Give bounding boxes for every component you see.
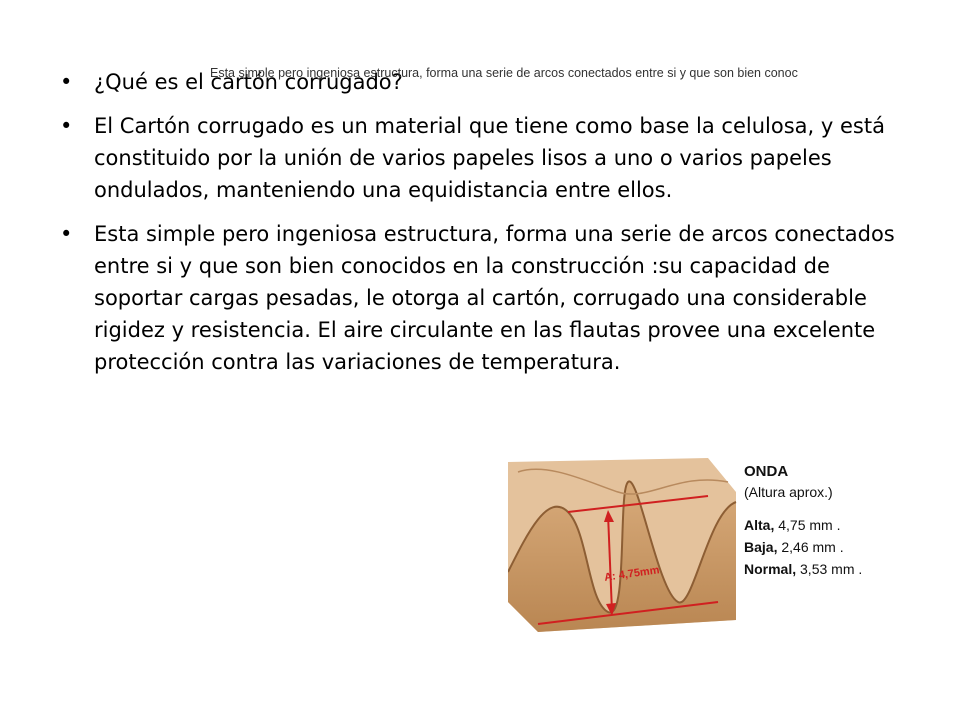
corrugated-wave-illustration <box>508 452 738 636</box>
bullet-text: ¿Qué es el cartón corrugado? <box>94 70 403 94</box>
bullet-marker: • <box>60 70 73 94</box>
bullet-item <box>60 218 910 378</box>
legend-subtitle: (Altura aprox.) <box>744 484 833 500</box>
bullet-text: Esta simple pero ingeniosa estructura, forma una serie de arcos conectados entre si y que son bien conocidos en la construcción :su capacidad de soportar cargas pesadas, le otorga al cartón, corrugado una considerable rigidez y resistencia. El aire circulante en las flautas provee una excelente protección contra las variaciones de temperatura. <box>94 222 895 374</box>
bullet-text: El Cartón corrugado es un material que tiene como base la celulosa, y está constituido por la unión de varios papeles lisos a uno o varios papeles ondulados, manteniendo una equidistancia entre ellos. <box>94 114 885 202</box>
legend-row-label: Normal, <box>744 561 797 577</box>
legend-row-label: Baja, <box>744 539 778 555</box>
legend-row-label: Alta, <box>744 517 775 533</box>
legend-row <box>744 558 914 580</box>
legend-row <box>744 514 914 536</box>
legend-row <box>744 536 914 558</box>
legend-row-value: 4,75 mm . <box>778 517 841 533</box>
bullet-list <box>60 66 910 390</box>
height-measure-label: A: 4,75mm <box>603 564 661 584</box>
bullet-item <box>60 110 910 206</box>
legend-row-value: 2,46 mm . <box>781 539 844 555</box>
bullet-marker: • <box>60 222 73 246</box>
wave-height-legend <box>744 462 914 580</box>
bullet-marker: • <box>60 114 73 138</box>
legend-title: ONDA <box>744 463 789 480</box>
legend-row-value: 3,53 mm . <box>800 561 863 577</box>
corrugated-cardboard-figure <box>508 452 912 636</box>
overlapping-caption: Esta simple pero ingeniosa estructura, forma una serie de arcos conectados entre si y que son bien conoc <box>210 66 798 80</box>
